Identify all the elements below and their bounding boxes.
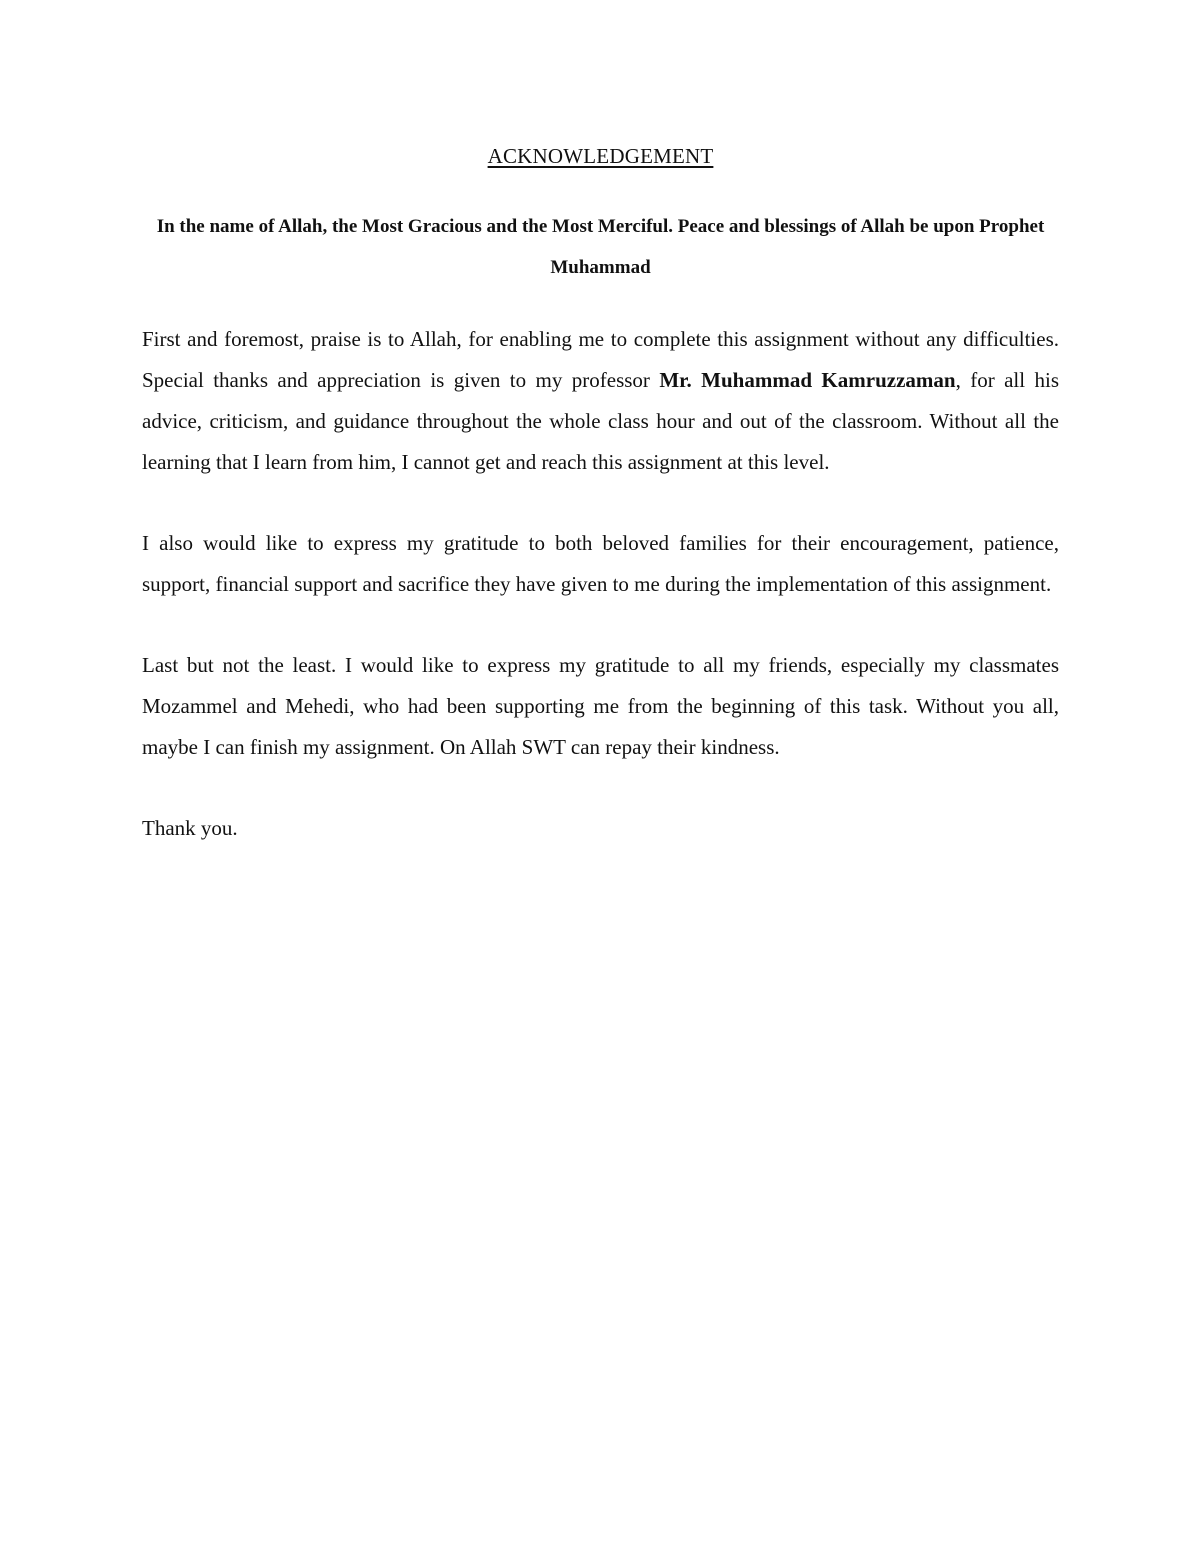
- paragraph-friends-thanks: Last but not the least. I would like to express my gratitude to all my friends, especially my classmates Mozammel and Mehedi, who had been supporting me from the beginning of this task. Without you all, maybe I can finish my assignment. On Allah SWT can repay their kindness.: [142, 653, 1059, 759]
- paragraph-family-thanks: I also would like to express my gratitude to both beloved families for their encouragement, patience, support, financial support and sacrifice they have given to me during the implementation of this assignment.: [142, 531, 1059, 596]
- paragraph-text: , for all his advice, criticism, and guidance throughout the whole class hour and out of the classroom. Without all the learning that I learn from him, I cannot get and reach this assignment at this level.: [142, 368, 1059, 474]
- closing-text: Thank you.: [142, 816, 238, 840]
- paragraph-professor-thanks: [142, 319, 1059, 483]
- page-title: ACKNOWLEDGEMENT: [487, 144, 714, 168]
- dedication-text: In the name of Allah, the Most Gracious and the Most Merciful. Peace and blessings of Allah be upon Prophet Muhammad: [156, 216, 1045, 278]
- paragraph-text: First and foremost, praise is to Allah, for enabling me to complete this assignment without any difficulties. Special thanks and appreciation is given to my professor: [142, 327, 1059, 392]
- document-body: [142, 140, 1059, 849]
- professor-name: Mr. Muhammad Kamruzzaman: [659, 368, 956, 392]
